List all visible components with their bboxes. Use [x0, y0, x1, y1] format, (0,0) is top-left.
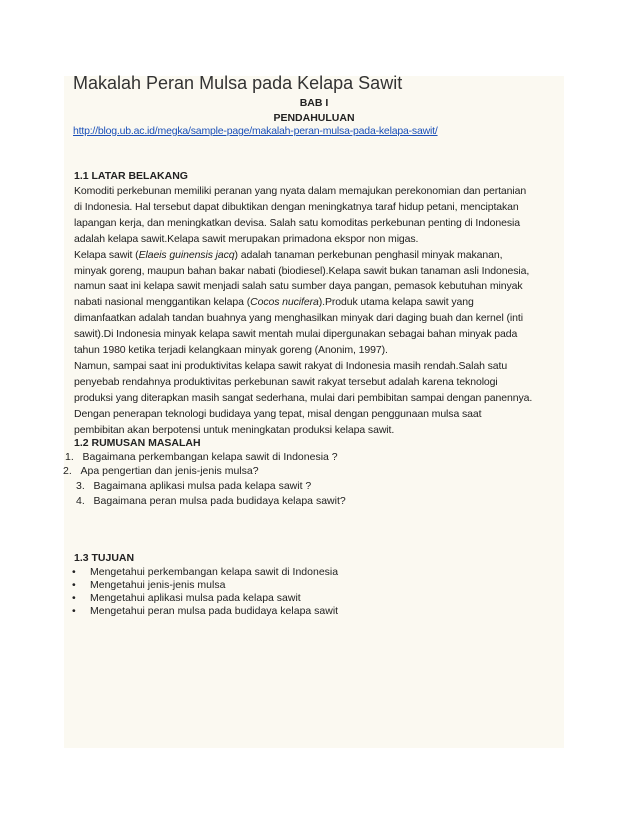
- text-line: Dengan penerapan teknologi budidaya yang tepat, misal dengan penggunaan mulsa saat: [74, 407, 482, 420]
- section-heading-rumusan-masalah: 1.2 RUMUSAN MASALAH: [74, 437, 201, 449]
- list-item: [76, 495, 346, 507]
- text-line: lapangan kerja, dan meningkatkan devisa. Salah satu komoditas perkebunan penting di Indonesia: [74, 216, 521, 229]
- text-line: Namun, sampai saat ini produktivitas kelapa sawit rakyat di Indonesia masih rendah.Salah satu: [74, 359, 508, 372]
- text-line: produksi yang diterapkan masih sangat sederhana, mulai dari pembibitan sampai dengan panennya.: [74, 391, 533, 404]
- source-link[interactable]: http://blog.ub.ac.id/megka/sample-page/makalah-peran-mulsa-pada-kelapa-sawit/: [73, 125, 438, 137]
- text-run: ).Produk utama kelapa sawit yang: [318, 296, 474, 309]
- text-line: dimanfaatkan adalah tandan buahnya yang menghasilkan minyak dari daging buah dan kernel (inti: [74, 312, 523, 325]
- text-run: nabati nasional menggantikan kelapa (: [74, 296, 251, 309]
- bullet-icon: •: [72, 605, 76, 617]
- list-text: Mengetahui jenis-jenis mulsa: [90, 579, 226, 591]
- list-text: Bagaimana perkembangan kelapa sawit di Indonesia ?: [82, 451, 338, 463]
- text-line: tahun 1980 ketika terjadi kelangkaan minyak goreng (Anonim, 1997).: [74, 344, 388, 357]
- list-text: Mengetahui perkembangan kelapa sawit di Indonesia: [90, 566, 339, 578]
- scientific-name: Elaeis guinensis jacq: [138, 248, 235, 261]
- paragraph-latar-belakang: [74, 184, 564, 439]
- list-number: 4.: [76, 495, 85, 507]
- text-line: namun saat ini kelapa sawit menjadi salah satu sumber daya pangan, pemasok kebutuhan minyak: [74, 280, 523, 293]
- list-number: 1.: [65, 451, 74, 463]
- text-line: sawit).Di Indonesia minyak kelapa sawit mentah mulai dipergunakan sebagai bahan minyak pada: [74, 328, 518, 341]
- text-run: Kelapa sawit (: [74, 248, 139, 261]
- list-item: [62, 605, 338, 618]
- text-line: minyak goreng, maupun bahan bakar nabati (biodiesel).Kelapa sawit bukan tanaman asli Indonesia,: [74, 264, 530, 277]
- list-text: Mengetahui peran mulsa pada budidaya kelapa sawit: [90, 605, 339, 617]
- chapter-title: PENDAHULUAN: [273, 112, 355, 124]
- list-number: 2.: [63, 465, 72, 477]
- text-line: adalah kelapa sawit.Kelapa sawit merupakan primadona ekspor non migas.: [74, 232, 419, 245]
- list-text: Bagaimana peran mulsa pada budidaya kelapa sawit?: [93, 495, 346, 507]
- list-item: [76, 480, 311, 492]
- text-line: Komoditi perkebunan memiliki peranan yang nyata dalam memajukan perekonomian dan pertanian: [74, 185, 527, 197]
- scientific-name: Cocos nucifera: [250, 296, 319, 309]
- list-text: Apa pengertian dan jenis-jenis mulsa?: [80, 465, 259, 477]
- list-item: [63, 465, 259, 477]
- list-item: [62, 566, 338, 579]
- bullet-icon: •: [72, 566, 76, 578]
- section-heading-tujuan: 1.3 TUJUAN: [74, 552, 135, 564]
- text-line: [74, 248, 564, 264]
- text-line: di Indonesia. Hal tersebut dapat dibuktikan dengan meningkatnya taraf hidup petani, menciptakan: [74, 200, 519, 213]
- text-line: pembibitan akan berpotensi untuk meningkatan produksi kelapa sawit.: [74, 423, 395, 436]
- text-line: [74, 295, 564, 311]
- text-run: ) adalah tanaman perkebunan penghasil minyak makanan,: [234, 248, 503, 261]
- text-line: penyebab rendahnya produktivitas perkebunan sawit rakyat tersebut adalah karena teknologi: [74, 375, 498, 388]
- list-item: [62, 592, 301, 605]
- section-heading-latar-belakang: 1.1 LATAR BELAKANG: [74, 170, 188, 182]
- bullet-icon: •: [72, 579, 76, 591]
- chapter-label: BAB I: [299, 97, 329, 109]
- list-number: 3.: [76, 480, 85, 492]
- list-text: Mengetahui aplikasi mulsa pada kelapa sawit: [90, 592, 301, 604]
- bullet-icon: •: [72, 592, 76, 604]
- list-text: Bagaimana aplikasi mulsa pada kelapa sawit ?: [93, 480, 312, 492]
- list-item: [65, 451, 338, 463]
- list-item: [62, 579, 225, 592]
- document-title: Makalah Peran Mulsa pada Kelapa Sawit: [73, 73, 403, 93]
